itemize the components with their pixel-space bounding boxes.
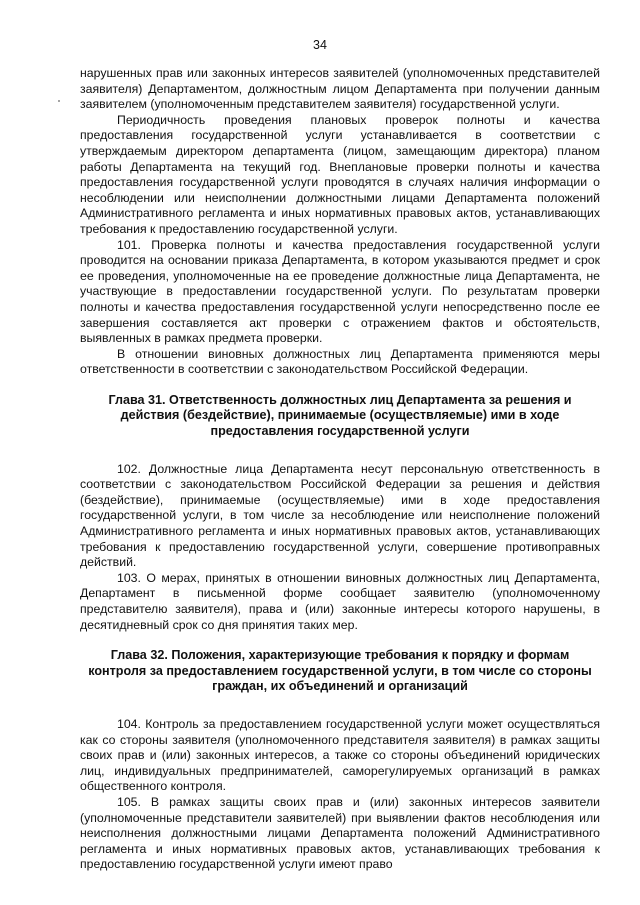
page-number: 34 [313,38,327,52]
paragraph-continuation: нарушенных прав или законных интересов заявителей (уполномоченных представителей заявителя) Департаментом, должностным лицом Департамента при получении данным заявителем (уполномоченным представителем заявителя) государственной услуги. [80,66,600,112]
chapter-31-heading: Глава 31. Ответственность должностных лиц Департамента за решения и действия (бездействие), принимаемые (осуществляемые) ими в ходе предоставления государственной услуги [108,392,572,439]
paragraph-102: 102. Должностные лица Департамента несут персональную ответственность в соответствии с законодательством Российской Федерации за решения и действия (бездействие), принимаемые (осуществляемые) ими в ходе предоставления государственной услуги, в том числе за несоблюдение или неисполнение положений Административного регламента и иных нормативных правовых актов, устанавливающих требования к предоставлению государственной услуги, совершение противоправных действий. [80,461,600,570]
paragraph-103: 103. О мерах, принятых в отношении виновных должностных лиц Департамента, Департамент в письменной форме сообщает заявителю (уполномоченному представителю заявителя), права и (или) законные интересы которого нарушены, в десятидневный срок со дня принятия таких мер. [80,570,600,632]
paragraph-104: 104. Контроль за предоставлением государственной услуги может осуществляться как со стороны заявителя (уполномоченного представителя заявителя) в рамках защиты своих прав и (или) законных интересов, а также со стороны объединений юридических лиц, индивидуальных предпринимателей, саморегулируемых организаций в рамках общественного контроля. [80,716,600,794]
paragraph-liability-measures: В отношении виновных должностных лиц Департамента применяются меры ответственности в соответствии с законодательством Российской Федерации. [80,346,600,377]
chapter-32-heading: Глава 32. Положения, характеризующие требования к порядку и формам контроля за предоставлением государственной услуги, в том числе со стороны граждан, их объединений и организаций [88,648,592,694]
paragraph-101: 101. Проверка полноты и качества предоставления государственной услуги проводится на основании приказа Департамента, в котором указываются предмет и срок ее проведения, уполномоченные на ее проведение должностные лица Департамента, не участвующие в предоставлении государственной услуги. По результатам проверки полноты и качества предоставления государственной услуги непосредственно после ее завершения составляется акт проверки с отражением фактов и обстоятельств, выявленных в рамках предмета проверки. [80,237,600,346]
paragraph-inspection-periodicity: Периодичность проведения плановых проверок полноты и качества предоставления государственной услуги устанавливается в соответствии с утверждаемым директором департамента (лицом, замещающим директора) планом работы Департамента на текущий год. Внеплановые проверки полноты и качества предоставления государственной услуги проводятся в случаях наличия информации о несоблюдении или неисполнении должностными лицами Департамента положений Административного регламента и иных нормативных правовых актов, устанавливающих требования к предоставлению государственной услуги. [80,112,600,236]
margin-mark [58,100,60,102]
document-body [80,66,600,873]
paragraph-105: 105. В рамках защиты своих прав и (или) законных интересов заявители (уполномоченные представители заявителей) при выявлении фактов несоблюдения или неисполнения должностными лицами Департамента положений Административного регламента и иных нормативных правовых актов, устанавливающих требования к предоставлению государственной услуги имеют право [80,794,600,872]
